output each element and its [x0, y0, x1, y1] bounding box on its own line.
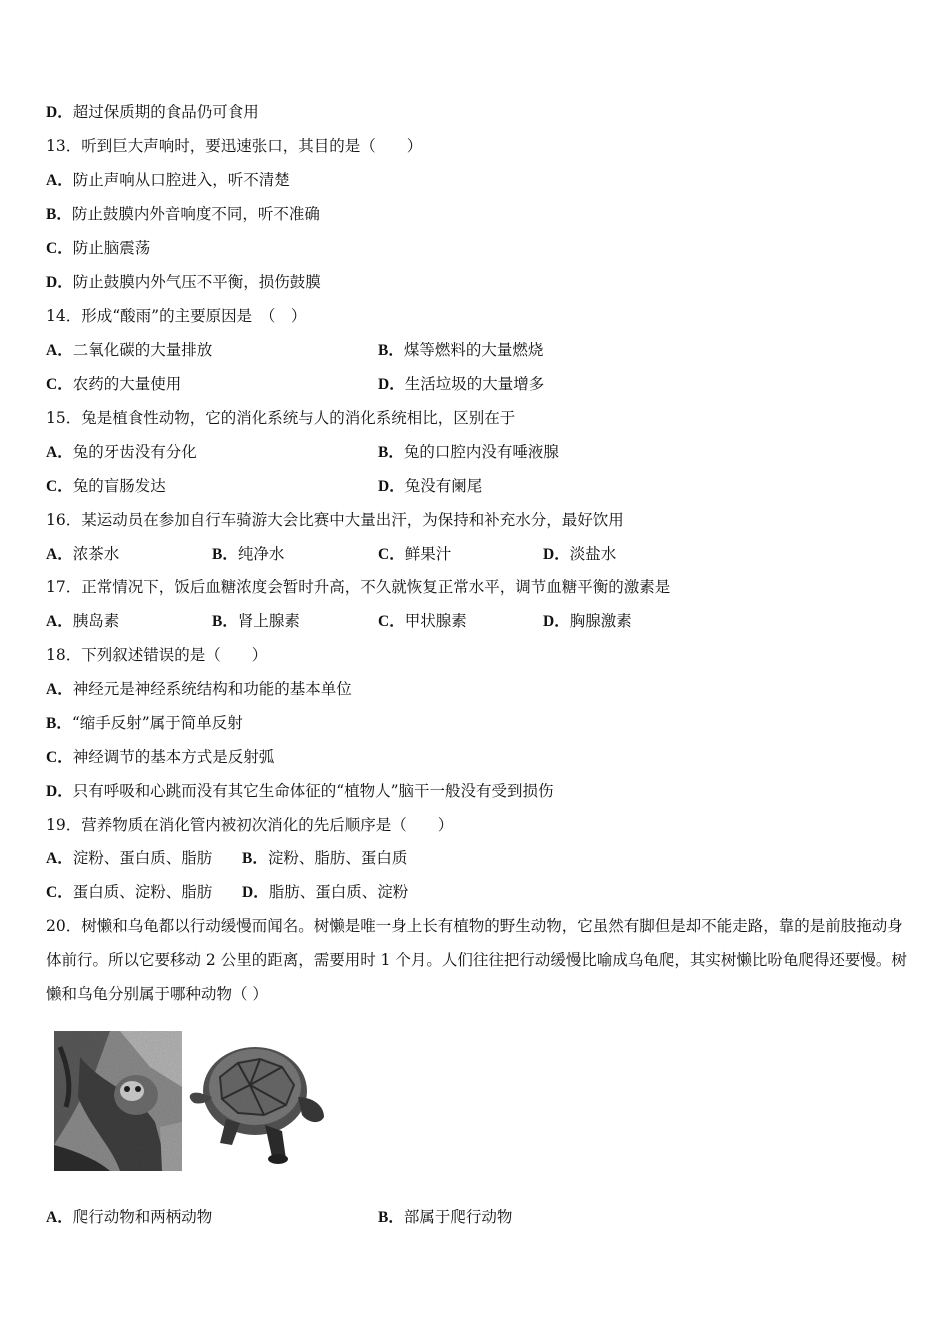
option-label: C．	[46, 240, 73, 257]
q20-options	[0, 1207, 950, 1227]
q13-option-d	[0, 272, 950, 292]
option-text: 脂肪、蛋白质、淀粉	[268, 883, 409, 901]
option-text: 胰岛素	[72, 612, 120, 630]
q15-stem: 15．兔是植食性动物，它的消化系统与人的消化系统相比，区别在于	[46, 409, 516, 427]
q19-option-a	[46, 848, 212, 869]
option-text: 胸腺激素	[569, 612, 632, 630]
q20-stem: 20．树懒和乌龟都以行动缓慢而闻名。树懒是唯一身上长有植物的野生动物，它虽然有脚但是却不能走路，靠的是前肢拖动身体前行。所以它要移动 2 公里的距离，需要用时 1 个月。人们往往把行动缓慢比喻成乌龟爬，其实树懒比吩龟爬得还要慢。树懒和乌龟分别属于哪种动物（ ）	[46, 917, 907, 1003]
q13-stem: 13．听到巨大声响时，要迅速张口，其目的是（ ）	[46, 137, 423, 155]
option-text: 部属于爬行动物	[403, 1208, 513, 1226]
option-text: 二氧化碳的大量排放	[72, 341, 213, 359]
option-text: 神经元是神经系统结构和功能的基本单位	[72, 680, 352, 698]
option-label: A．	[46, 1209, 73, 1226]
option-label: D．	[46, 274, 73, 291]
q15-options-row-2	[0, 476, 950, 496]
q18-option-d	[0, 781, 950, 801]
q15-options-row-1	[0, 442, 950, 462]
option-label: D．	[543, 613, 570, 630]
option-text: 兔的盲肠发达	[72, 477, 166, 495]
option-label: C．	[46, 478, 73, 495]
option-text: 防止鼓膜内外音响度不同，听不准确	[71, 205, 320, 223]
option-label: D．	[46, 783, 73, 800]
option-text: 防止鼓膜内外气压不平衡，损伤鼓膜	[72, 273, 321, 291]
option-label: B．	[212, 546, 238, 563]
q17-option-b	[212, 611, 300, 632]
q13-option-c	[0, 238, 950, 258]
option-label: A．	[46, 546, 73, 563]
option-label: A．	[46, 681, 73, 698]
option-text: 兔没有阑尾	[404, 477, 483, 495]
q18-stem: 18．下列叙述错误的是（ ）	[46, 646, 268, 664]
q19-option-b	[242, 848, 407, 869]
option-text: 超过保质期的食品仍可食用	[72, 103, 259, 121]
q12-option-d	[0, 102, 950, 122]
q15-option-c	[46, 476, 166, 497]
q15-option-d	[378, 476, 482, 497]
option-text: 鲜果汁	[404, 545, 452, 563]
q17-option-a	[46, 611, 119, 632]
option-label: A．	[46, 613, 73, 630]
q14-options-row-1	[0, 340, 950, 360]
q14-option-d	[378, 374, 544, 395]
q14-option-c	[46, 374, 181, 395]
option-label: C．	[378, 546, 405, 563]
q17-option-c	[378, 611, 467, 632]
option-label: B．	[378, 1209, 404, 1226]
q19-option-c	[46, 882, 212, 903]
option-text: 浓茶水	[72, 545, 120, 563]
q19-options-row-2	[0, 882, 950, 902]
q19-options-row-1	[0, 848, 950, 868]
option-label: C．	[46, 884, 73, 901]
option-text: 兔的口腔内没有唾液腺	[403, 443, 559, 461]
option-label: B．	[46, 206, 72, 223]
option-label: C．	[378, 613, 405, 630]
q15-option-b	[378, 442, 559, 463]
q16-option-c	[378, 544, 451, 565]
q18-option-a	[0, 679, 950, 699]
sloth-and-turtle-figure	[50, 1027, 340, 1177]
option-label: A．	[46, 342, 73, 359]
q17-options	[0, 611, 950, 631]
option-text: 煤等燃料的大量燃烧	[403, 341, 544, 359]
q19-option-d	[242, 882, 408, 903]
option-text: 肾上腺素	[237, 612, 300, 630]
q14-stem: 14．形成“酸雨”的主要原因是 （ ）	[46, 307, 307, 325]
q16-options	[0, 544, 950, 564]
option-text: 淡盐水	[569, 545, 617, 563]
option-text: “缩手反射”属于简单反射	[71, 714, 243, 732]
option-text: 兔的牙齿没有分化	[72, 443, 197, 461]
option-text: 淀粉、脂肪、蛋白质	[267, 849, 408, 867]
option-text: 农药的大量使用	[72, 375, 182, 393]
option-text: 纯净水	[237, 545, 285, 563]
option-text: 生活垃圾的大量增多	[404, 375, 545, 393]
option-label: D．	[543, 546, 570, 563]
q16-option-d	[543, 544, 616, 565]
q16-stem: 16．某运动员在参加自行车骑游大会比赛中大量出汗，为保持和补充水分，最好饮用	[46, 511, 624, 529]
sloth-image	[54, 1031, 182, 1171]
option-label: B．	[378, 444, 404, 461]
option-text: 淀粉、蛋白质、脂肪	[72, 849, 213, 867]
q14-option-a	[46, 340, 212, 361]
turtle-image	[190, 1047, 324, 1164]
option-label: B．	[46, 715, 72, 732]
q17-stem: 17．正常情况下，饭后血糖浓度会暂时升高，不久就恢复正常水平，调节血糖平衡的激素是	[46, 578, 671, 596]
q14-option-b	[378, 340, 543, 361]
q16-option-a	[46, 544, 119, 565]
option-label: A．	[46, 850, 73, 867]
q16-option-b	[212, 544, 284, 565]
option-label: C．	[46, 749, 73, 766]
q20-option-b	[378, 1207, 512, 1228]
option-text: 甲状腺素	[404, 612, 467, 630]
q13-option-b	[0, 204, 950, 224]
q19-stem: 19．营养物质在消化管内被初次消化的先后顺序是（ ）	[46, 816, 454, 834]
option-label: C．	[46, 376, 73, 393]
option-label: D．	[46, 104, 73, 121]
option-text: 神经调节的基本方式是反射弧	[72, 748, 275, 766]
q20-option-a	[46, 1207, 212, 1228]
option-text: 防止声响从口腔进入，听不清楚	[72, 171, 290, 189]
option-label: B．	[242, 850, 268, 867]
option-label: D．	[242, 884, 269, 901]
q17-option-d	[543, 611, 632, 632]
option-text: 防止脑震荡	[72, 239, 151, 257]
q13-option-a	[0, 170, 950, 190]
q18-option-c	[0, 747, 950, 767]
option-text: 只有呼吸和心跳而没有其它生命体征的“植物人”脑干一般没有受到损伤	[72, 782, 554, 800]
q15-option-a	[46, 442, 197, 463]
q18-option-b	[0, 713, 950, 733]
option-text: 爬行动物和两柄动物	[72, 1208, 213, 1226]
option-label: B．	[378, 342, 404, 359]
option-label: D．	[378, 478, 405, 495]
option-text: 蛋白质、淀粉、脂肪	[72, 883, 213, 901]
option-label: D．	[378, 376, 405, 393]
option-label: B．	[212, 613, 238, 630]
q14-options-row-2	[0, 374, 950, 394]
option-label: A．	[46, 172, 73, 189]
option-label: A．	[46, 444, 73, 461]
